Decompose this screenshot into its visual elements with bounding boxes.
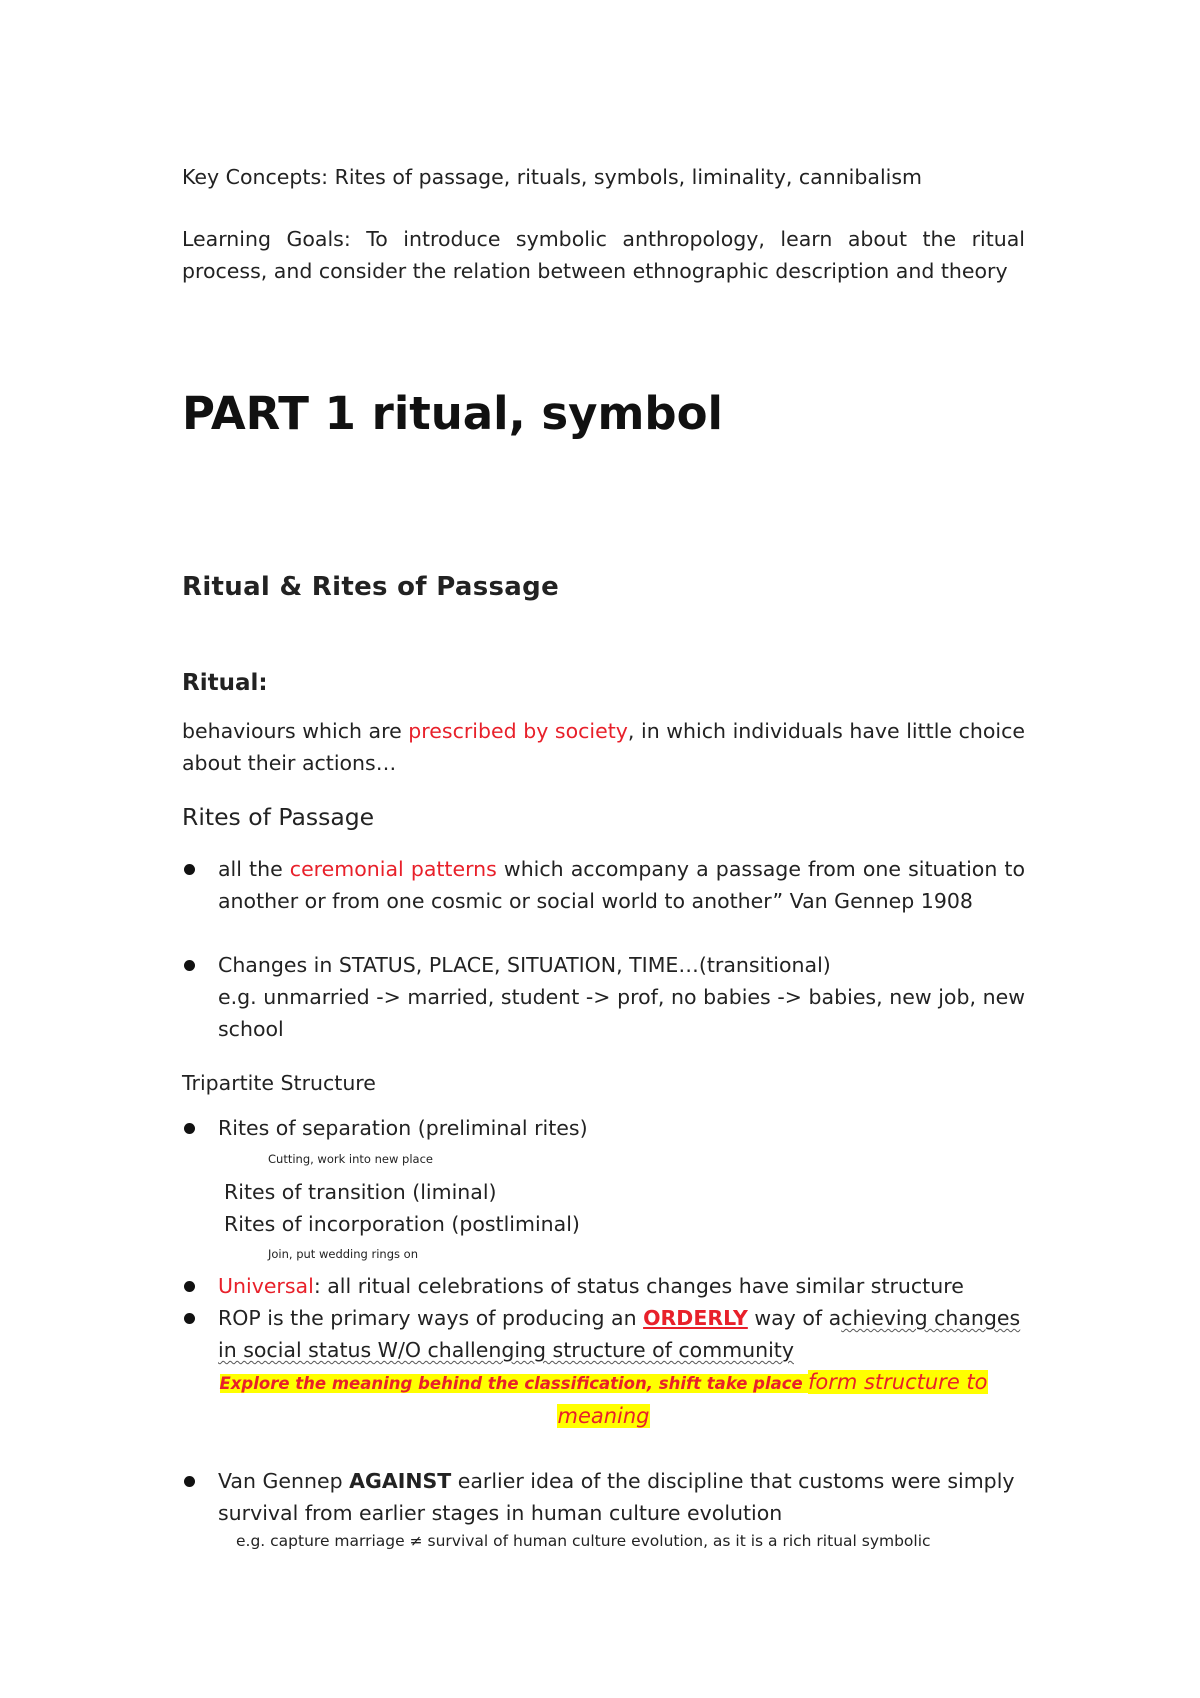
bullet-icon xyxy=(184,960,195,971)
bullet-icon xyxy=(184,864,195,875)
rop-orderly-text-2: way of a xyxy=(747,1306,842,1330)
list-item xyxy=(182,1270,1025,1302)
explore-highlight: Explore the meaning behind the classification, shift take place xyxy=(219,1374,803,1393)
rop-b2-line-2: e.g. unmarried -> married, student -> prof, no babies -> babies, new job, new school xyxy=(218,985,1025,1041)
section-heading: Ritual & Rites of Passage xyxy=(182,572,559,602)
ritual-heading: Ritual: xyxy=(182,670,268,696)
rop-wavy-text-2: in social status W/O challenging structure of community xyxy=(218,1338,794,1362)
universal-text: : all ritual celebrations of status changes have similar structure xyxy=(313,1274,964,1298)
incorporation-note: Join, put wedding rings on xyxy=(268,1247,418,1261)
bullet-icon xyxy=(184,1313,195,1324)
rites-transition: Rites of transition (liminal) xyxy=(224,1180,497,1204)
rop-orderly-text: ROP is the primary ways of producing an xyxy=(218,1306,644,1330)
ritual-def-highlight: prescribed by society xyxy=(408,719,628,743)
explore-highlight-big: form structure to meaning xyxy=(557,1370,988,1428)
ritual-def-text-2: , in which individuals have little choice about their actions… xyxy=(182,719,1025,775)
tripartite-heading: Tripartite Structure xyxy=(182,1071,376,1095)
ritual-def-text: behaviours which are xyxy=(182,719,409,743)
van-gennep-text: Van Gennep xyxy=(218,1469,350,1493)
universal-highlight: Universal xyxy=(218,1274,314,1298)
rop-bullet-1 xyxy=(218,853,1025,917)
van-gennep-bullet xyxy=(218,1465,1025,1529)
rop-b1-highlight: ceremonial patterns xyxy=(289,857,497,881)
list-item xyxy=(182,949,1025,1045)
list-item xyxy=(182,1112,1025,1144)
rop-b1-text-2: which accompany a passage from one situation to another or from one cosmic or social world to another” Van Gennep 1908 xyxy=(218,857,1025,913)
rites-separation: Rites of separation (preliminal rites) xyxy=(218,1116,588,1140)
explore-note xyxy=(182,1366,1025,1434)
list-item xyxy=(182,1302,1025,1366)
part-heading: PART 1 ritual, symbol xyxy=(182,387,723,440)
bullet-icon xyxy=(184,1281,195,1292)
van-gennep-text-2: earlier idea of the discipline that customs were simply survival from earlier stages in human culture evolution xyxy=(218,1469,1015,1525)
rop-orderly-bullet xyxy=(218,1302,1025,1366)
list-item xyxy=(182,853,1025,938)
rop-b1-text: all the xyxy=(218,857,290,881)
separation-note: Cutting, work into new place xyxy=(268,1152,433,1166)
rites-of-passage-heading: Rites of Passage xyxy=(182,803,375,831)
learning-goals-paragraph: Learning Goals: To introduce symbolic anthropology, learn about the ritual process, and consider the relation between ethnographic description and theory xyxy=(182,227,1025,283)
against-word: AGAINST xyxy=(349,1469,452,1493)
orderly-word: ORDERLY xyxy=(643,1306,748,1330)
rop-bullet-2 xyxy=(218,949,1025,1045)
bullet-icon xyxy=(184,1123,195,1134)
key-concepts-line: Key Concepts: Rites of passage, rituals, symbols, liminality, cannibalism xyxy=(182,165,922,189)
universal-bullet xyxy=(218,1270,1025,1302)
rop-wavy-text: chieving changes xyxy=(841,1306,1021,1330)
bullet-icon xyxy=(184,1476,195,1487)
rop-b2-line-1: Changes in STATUS, PLACE, SITUATION, TIME…(transitional) xyxy=(218,953,831,977)
capture-marriage-note: e.g. capture marriage ≠ survival of human culture evolution, as it is a rich ritual symbolic xyxy=(236,1532,931,1550)
ritual-definition xyxy=(182,715,1025,779)
rites-incorporation: Rites of incorporation (postliminal) xyxy=(224,1212,580,1236)
